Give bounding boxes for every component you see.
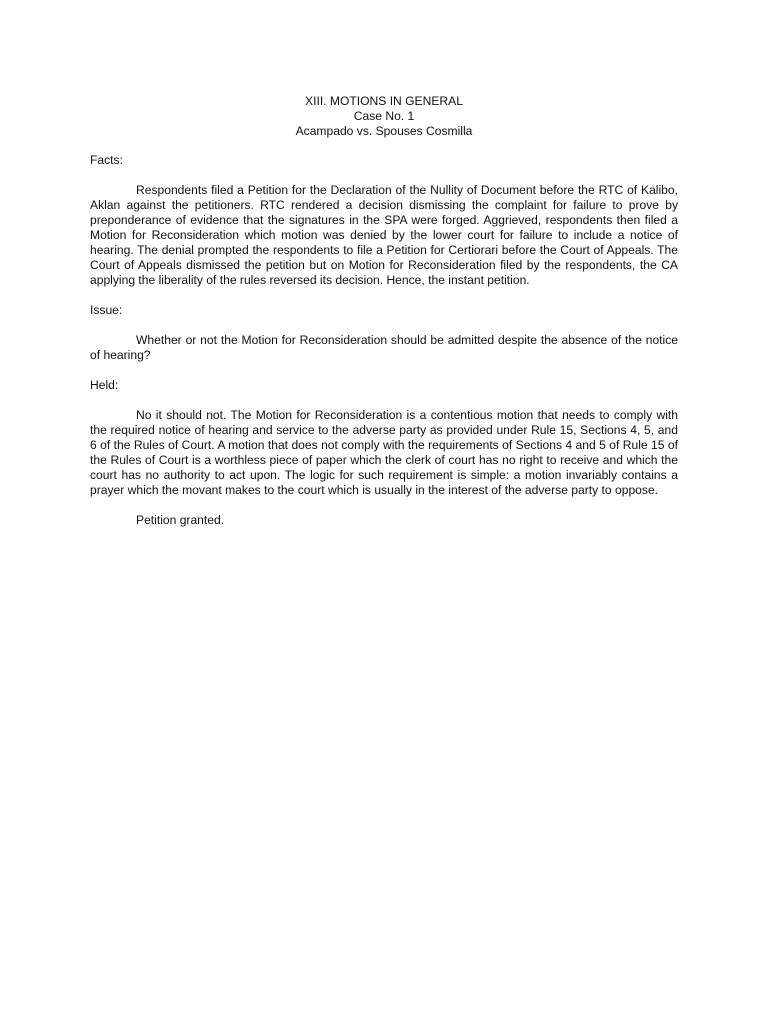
document-header — [90, 94, 678, 139]
document-page — [90, 94, 678, 543]
case-title: Acampado vs. Spouses Cosmilla — [295, 124, 473, 138]
issue-paragraph: Whether or not the Motion for Reconsideration should be admitted despite the absence of the notice of hearing? — [90, 333, 678, 362]
facts-label: Facts: — [90, 153, 123, 167]
section-title: XIII. MOTIONS IN GENERAL — [305, 94, 463, 108]
held-paragraph: No it should not. The Motion for Reconsideration is a contentious motion that needs to comply with the required notice of hearing and service to the adverse party as provided under Rule 15, Sections 4, 5, and 6 of the Rules of Court. A motion that does not comply with the requirements of Sections 4 and 5 of Rule 15 of the Rules of Court is a worthless piece of paper which the clerk of court has no right to receive and which the court has no authority to act upon. The logic for such requirement is simple: a motion invariably contains a prayer which the movant makes to the court which is usually in the interest of the adverse party to oppose. — [90, 408, 678, 497]
issue-label: Issue: — [90, 303, 123, 317]
held-label: Held: — [90, 378, 119, 392]
case-number: Case No. 1 — [353, 109, 415, 123]
disposition-paragraph: Petition granted. — [136, 513, 225, 527]
facts-paragraph: Respondents filed a Petition for the Declaration of the Nullity of Document before the RTC of Kalibo, Aklan against the petitioners. RTC rendered a decision dismissing the complaint for failure to prove by preponderance of evidence that the signatures in the SPA were forged. Aggrieved, respondents then filed a Motion for Reconsideration which motion was denied by the lower court for failure to include a notice of hearing. The denial prompted the respondents to file a Petition for Certiorari before the Court of Appeals. The Court of Appeals dismissed the petition but on Motion for Reconsideration filed by the respondents, the CA applying the liberality of the rules reversed its decision. Hence, the instant petition. — [90, 183, 678, 287]
